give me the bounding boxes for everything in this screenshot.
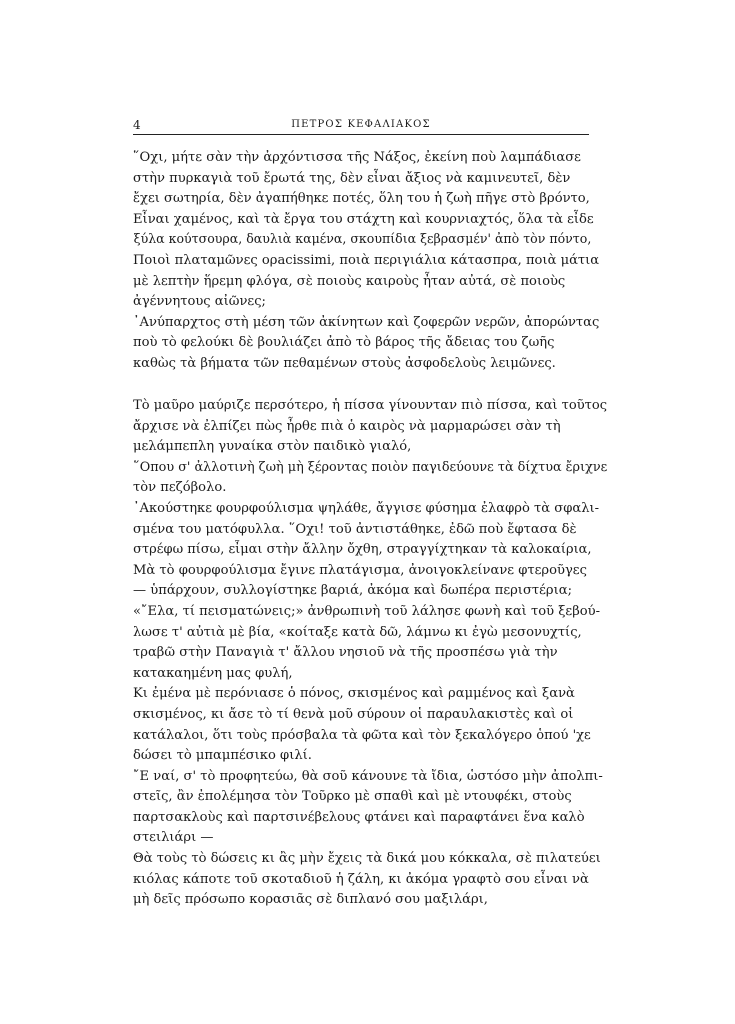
verse-line: δώσει τὸ μπαμπέσικο φιλί. xyxy=(133,748,312,764)
verse-line: τὸν πεζόβολο. xyxy=(133,480,227,496)
verse-line: Εἶναι χαμένος, καὶ τὰ ἔργα του στάχτη καὶ κουρνιαχτός, ὅλα τὰ εἶδε xyxy=(133,211,594,227)
verse-line: Τὸ μαῦρο μαύριζε περσότερο, ἡ πίσσα γίνουνταν πιὸ πίσσα, καὶ τοῦτος xyxy=(133,398,608,413)
verse xyxy=(133,602,601,684)
verse-line: τραβῶ στὴν Παναγιὰ τ' ἄλλου νησιοῦ νὰ τῆς προσπέσω γιὰ τὴν xyxy=(133,645,558,661)
stanza xyxy=(133,148,600,375)
verse-line: μὴ δεῖς πρόσωπο κορασιᾶς σὲ διπλανό σου μαξιλάρι, xyxy=(133,892,488,908)
verse xyxy=(133,849,601,911)
verse-line: Ποιοὶ πλαταμῶνες ορacissimi, ποιὰ περιγιάλια κάτασπρα, ποιὰ μάτια xyxy=(133,252,600,268)
verse-line: λωσε τ' αὐτιὰ μὲ βία, «κοίταξε κατὰ δῶ, λάμνω κι ἐγὼ μεσονυχτίς, xyxy=(133,624,582,640)
verse-line: ῞Οπου σ' ἀλλοτινὴ ζωὴ μὴ ξέροντας ποιὸν παγιδεύουνε τὰ δίχτυα ἔριχνε xyxy=(133,459,608,475)
page-number: 4 xyxy=(133,118,141,132)
verse xyxy=(133,396,608,458)
verse-line: ποὺ τὸ φελούκι δὲ βουλιάζει ἀπὸ τὸ βάρος τῆς ἄδειας του ζωῆς xyxy=(133,335,555,351)
verse-line: ξύλα κούτσουρα, δαυλιὰ καμένα, σκουπίδια ξεβρασμέν' ἀπὸ τὸν πόντο, xyxy=(133,232,592,248)
header-rule xyxy=(133,134,589,135)
verse-line: μὲ λεπτὴν ἥρεμη φλόγα, σὲ ποιοὺς καιροὺς ἦταν αὐτά, σὲ ποιοὺς xyxy=(133,273,566,289)
verse-line: ἄρχισε νὰ ἐλπίζει πὼς ἦρθε πιὰ ὁ καιρὸς νὰ μαρμαρώσει σὰν τὴ xyxy=(133,418,561,434)
verse-line: ῞Οχι, μήτε σὰν τὴν ἀρχόντισσα τῆς Νάξος, ἐκείνη ποὺ λαμπάδιασε xyxy=(133,150,581,165)
verse xyxy=(133,561,591,602)
verse-line: κατάλαλοι, ὅτι τοὺς πρόσβαλα τὰ φῶτα καὶ τὸν ξεκαλόγερο ὁπού 'χε xyxy=(133,727,591,743)
verse xyxy=(133,684,591,766)
verse-line: ἀγέννητους αἰῶνες; xyxy=(133,294,266,310)
verse xyxy=(133,767,603,849)
verse xyxy=(133,313,600,375)
verse-line: μελάμπεπλη γυναίκα στὸν παιδικὸ γιαλό, xyxy=(133,439,412,455)
verse-line: ᾿Ακούστηκε φουρφούλισμα ψηλάθε, ἄγγισε φύσημα ἐλαφρὸ τὰ σφαλι- xyxy=(133,500,600,516)
verse-line: σκισμένος, κι ἄσε τὸ τί θενὰ μοῦ σύρουν οἱ παραυλακιστὲς καὶ οἱ xyxy=(133,706,574,722)
page-header xyxy=(133,118,589,132)
verse-line: κατακαημένη μας φυλή, xyxy=(133,665,293,681)
verse xyxy=(133,148,591,210)
verse xyxy=(133,210,594,251)
verse-line: καθὼς τὰ βήματα τῶν πεθαμένων στοὺς ἀσφοδελοὺς λειμῶνες. xyxy=(133,355,556,371)
verse-line: στρέφω πίσω, εἶμαι στὴν ἄλλην ὄχθη, στραγγίχτηκαν τὰ καλοκαίρια, xyxy=(133,542,592,558)
verse-line: «῎Ελα, τί πεισματώνεις;» ἀνθρωπινὴ τοῦ λάλησε φωνὴ καὶ τοῦ ξεβού- xyxy=(133,603,601,619)
verse-line: στειλιάρι — xyxy=(133,830,214,846)
verse-line: στεῖς, ἂν ἐπολέμησα τὸν Τοῦρκο μὲ σπαθὶ καὶ μὲ ντουφέκι, στοὺς xyxy=(133,789,572,805)
verse-line: Μὰ τὸ φουρφούλισμα ἔγινε πλατάγισμα, ἀνοιγοκλείνανε φτεροῦγες xyxy=(133,562,587,578)
verse xyxy=(133,251,600,313)
stanza xyxy=(133,396,608,911)
verse-line: στὴν πυρκαγιὰ τοῦ ἔρωτά της, δὲν εἶναι ἄξιος νὰ καμινευτεῖ, δὲν xyxy=(133,170,571,186)
verse-line: — ὑπάρχουν, συλλογίστηκε βαριά, ἀκόμα καὶ δωπέρα περιστέρια; xyxy=(133,583,572,599)
verse-line: σμένα του ματόφυλλα. ῞Οχι! τοῦ ἀντιστάθηκε, ἐδῶ ποὺ ἔφτασα δὲ xyxy=(133,521,577,537)
verse-line: κιόλας κάποτε τοῦ σκοταδιοῦ ἡ ζάλη, κι ἀκόμα γραφτὸ σου εἶναι νὰ xyxy=(133,871,589,887)
verse-line: ἔχει σωτηρία, δὲν ἀγαπήθηκε ποτές, ὅλη του ἡ ζωὴ πῆγε στὸ βρόντο, xyxy=(133,191,590,207)
running-title: ΠΕΤΡΟΣ ΚΕΦΑΛΙΑΚΟΣ xyxy=(291,119,431,130)
verse-line: παρτσακλοὺς καὶ παρτσινέβελους φτάνει καὶ παραφτάνει ἕνα καλὸ xyxy=(133,809,585,825)
verse-line: ῎Ε ναί, σ' τὸ προφητεύω, θὰ σοῦ κάνουνε τὰ ἴδια, ὡστόσο μὴν ἀπολπι- xyxy=(133,768,603,784)
verse-line: ᾿Ανύπαρχτος στὴ μέση τῶν ἀκίνητων καὶ ζοφερῶν νερῶν, ἀπορώντας xyxy=(133,314,600,330)
verse-line: Κι ἐμένα μὲ περόνιασε ὁ πόνος, σκισμένος καὶ ραμμένος καὶ ξανὰ xyxy=(133,686,575,702)
verse xyxy=(133,458,608,499)
verse xyxy=(133,499,600,561)
verse-line: Θὰ τοὺς τὸ δώσεις κι ἂς μὴν ἔχεις τὰ δικά μου κόκκαλα, σὲ πιλατεύει xyxy=(133,851,601,867)
